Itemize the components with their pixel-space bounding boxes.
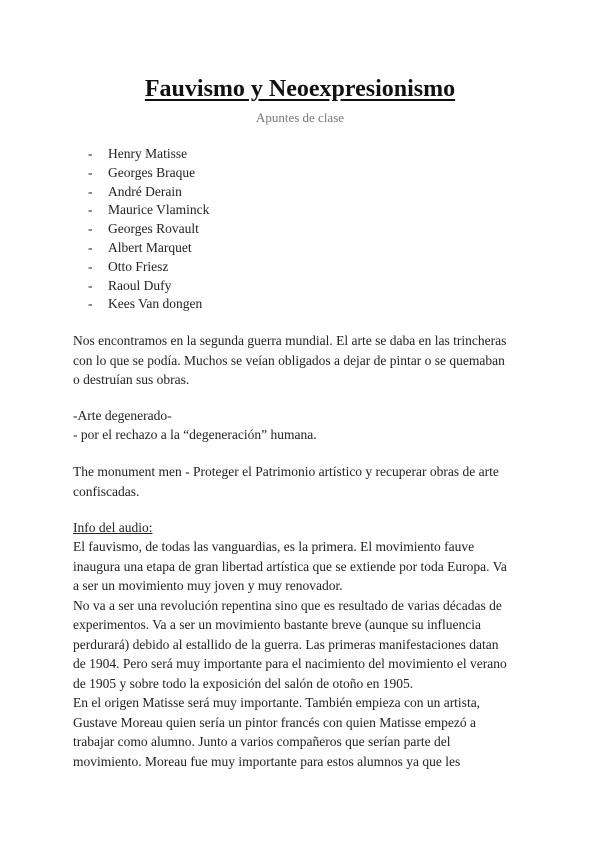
- list-item: [88, 258, 209, 277]
- list-item: [88, 295, 209, 314]
- artist-name: Georges Braque: [108, 164, 196, 180]
- artist-name: Maurice Vlaminck: [108, 202, 210, 218]
- page-subtitle: Apuntes de clase: [255, 110, 345, 125]
- list-item: [88, 277, 209, 296]
- list-item: [88, 201, 209, 220]
- list-item: [88, 145, 209, 164]
- list-bullet: -: [88, 258, 93, 274]
- artist-name: André Derain: [108, 183, 182, 199]
- artist-name: Georges Rovault: [108, 221, 199, 237]
- list-bullet: -: [88, 146, 93, 161]
- paragraph-war: Nos encontramos en la segunda guerra mundial. El arte se daba en las trincheras con lo que se podía. Muchos se veían obligados a dejar de pintar o se quemaban o destruían sus obras.: [73, 333, 507, 387]
- audio-heading: Info del audio:: [73, 520, 153, 535]
- artist-name: Albert Marquet: [108, 239, 192, 255]
- degenerate-heading: -Arte degenerado-: [73, 408, 172, 423]
- artist-name: Henry Matisse: [108, 146, 188, 161]
- list-bullet: -: [88, 277, 93, 293]
- degenerate-note: - por el rechazo a la “degeneración” humana.: [73, 427, 317, 442]
- list-bullet: -: [88, 183, 93, 199]
- paragraph-monuments: The monument men - Proteger el Patrimonio artístico y recuperar obras de arte confiscadas.: [73, 464, 499, 499]
- list-bullet: -: [88, 202, 93, 218]
- list-item: [88, 220, 209, 239]
- list-bullet: -: [88, 221, 93, 237]
- page-title: Fauvismo y Neoexpresionismo: [144, 76, 456, 102]
- list-bullet: -: [88, 164, 93, 180]
- artist-name: Raoul Dufy: [108, 277, 172, 293]
- list-item: [88, 183, 209, 202]
- artist-name: Otto Friesz: [108, 258, 169, 274]
- list-bullet: -: [88, 296, 93, 312]
- artist-name: Kees Van dongen: [108, 296, 203, 312]
- list-item: [88, 164, 209, 183]
- paragraph-audio: El fauvismo, de todas las vanguardias, es la primera. El movimiento fauve inaugura una etapa de gran libertad artística que se extiende por toda Europa. Va a ser un movimiento muy joven y muy renovador. No va a ser una revolución repentina sino que es resultado de varias décadas de experimentos. Va a ser un movimiento bastante breve (aunque su influencia perdurará) debido al estallido de la guerra. Las primeras manifestaciones datan de 1904. Pero será muy importante para el nacimiento del movimiento el verano de 1905 y sobre todo la exposición del salón de otoño en 1905. En el origen Matisse será muy importante. También empieza con un artista, Gustave Moreau quien sería un pintor francés con quien Matisse empezó a trabajar como alumno. Junto a varios compañeros que serían parte del movimiento. Moreau fue muy importante para estos alumnos ya que les: [73, 539, 507, 769]
- list-item: [88, 239, 209, 258]
- list-bullet: -: [88, 239, 93, 255]
- artist-list: [88, 145, 209, 314]
